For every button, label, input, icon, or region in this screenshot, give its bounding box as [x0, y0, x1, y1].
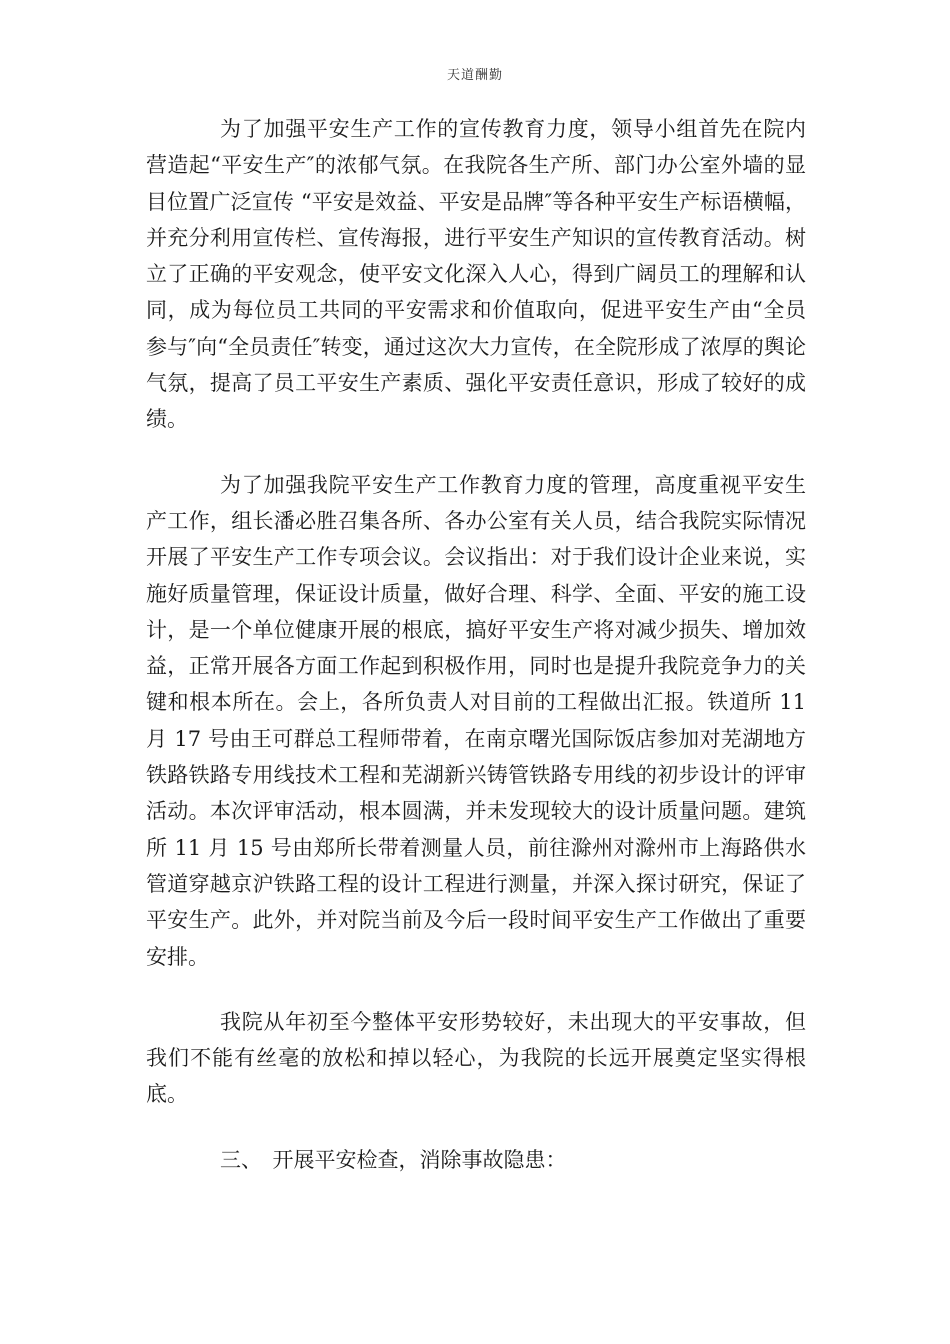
section-heading-inspection: 三、 开展平安检查，消除事故隐患：	[220, 1147, 567, 1172]
paragraph-meeting: 为了加强我院平安生产工作教育力度的管理，高度重视平安生产工作，组长潘必胜召集各所、各办公室有关人员，结合我院实际情况开展了平安生产工作专项会议。会议指出：对于我们设计企业来说，实施好质量管理，保证设计质量，做好合理、科学、全面、平安的施工设计，是一个单位健康开展的根底，搞好平安生产将对减少损失、增加效益，正常开展各方面工作起到积极作用，同时也是提升我院竞争力的关键和根本所在。会上，各所负责人对目前的工程做出汇报。铁道所 11 月 17 号由王可群总工程师带着，在南京曙光国际饭店参加对芜湖地方铁路铁路专用线技术工程和芜湖新兴铸管铁路专用线的初步设计的评审活动。本次评审活动，根本圆满，并未发现较大的设计质量问题。建筑所 11 月 15 号由郑所长带着测量人员，前往滁州对滁州市上海路供水管道穿越京沪铁路工程的设计工程进行测量，并深入探讨研究，保证了平安生产。此外，并对院当前及今后一段时间平安生产工作做出了重要安排。	[146, 472, 806, 969]
paragraph-publicity: 为了加强平安生产工作的宣传教育力度，领导小组首先在院内营造起“平安生产″的浓郁气氛。在我院各生产所、部门办公室外墙的显目位置广泛宣传 “平安是效益、平安是品牌″等各种平安生产标语横幅，并充分利用宣传栏、宣传海报，进行平安生产知识的宣传教育活动。树立了正确的平安观念，使平安文化深入人心，得到广阔员工的理解和认同，成为每位员工共同的平安需求和价值取向，促进平安生产由“全员参与″向“全员责任″转变，通过这次大力宣传，在全院形成了浓厚的舆论气氛，提高了员工平安生产素质、强化平安责任意识，形成了较好的成绩。	[146, 117, 806, 432]
document-body	[146, 111, 806, 1178]
page-header: 天道酬勤	[446, 68, 503, 83]
paragraph-situation: 我院从年初至今整体平安形势较好，未出现大的平安事故，但我们不能有丝毫的放松和掉以轻心，为我院的长远开展奠定坚实得根底。	[146, 1009, 806, 1107]
